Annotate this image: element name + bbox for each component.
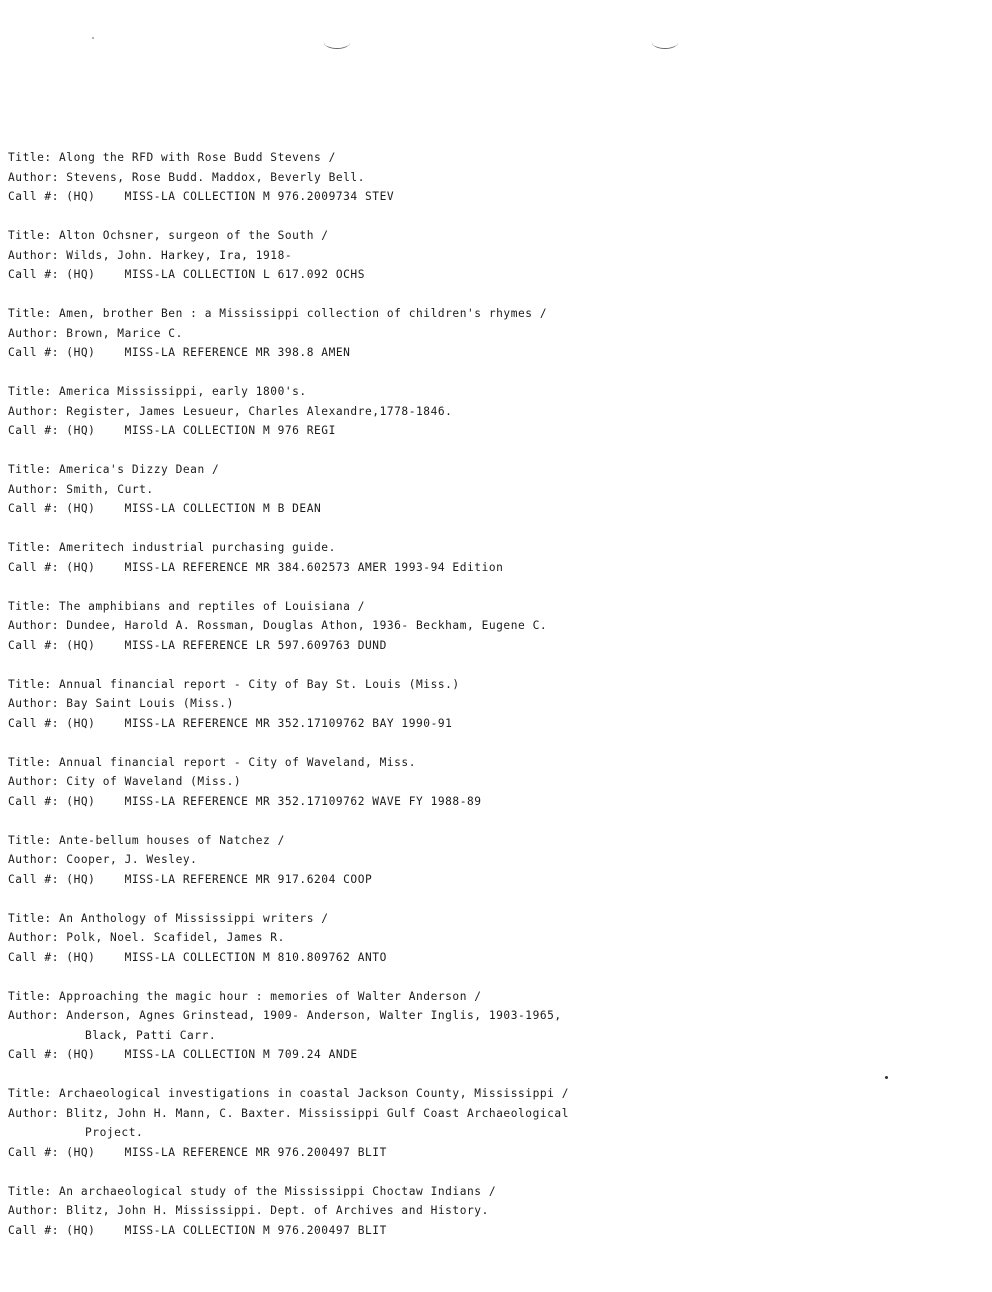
record-author-label: Author: (8, 619, 59, 632)
record-call-number-value: (HQ) MISS-LA REFERENCE MR 917.6204 COOP (66, 872, 373, 886)
record-author (8, 402, 968, 422)
punch-mark-left (324, 36, 350, 49)
record-call-number-value: (HQ) MISS-LA REFERENCE MR 976.200497 BLIT (66, 1145, 387, 1159)
record-call-number (8, 948, 968, 968)
record-call-number-value: (HQ) MISS-LA REFERENCE MR 352.17109762 BAY 1990-91 (66, 716, 453, 730)
record-title (8, 597, 968, 617)
record-author-continued-value: Black, Patti Carr. (85, 1028, 217, 1042)
record-title-label: Title: (8, 1184, 52, 1198)
record-author-value: Anderson, Agnes Grinstead, 1909- Anderson, Walter Inglis, 1903-1965, (66, 1009, 562, 1022)
record-title (8, 909, 968, 929)
record-title-label: Title: (8, 463, 52, 476)
record-title-value: The amphibians and reptiles of Louisiana / (59, 599, 366, 613)
record-title-value: America's Dizzy Dean / (59, 463, 220, 476)
record-call-number-value: (HQ) MISS-LA COLLECTION M B DEAN (66, 502, 322, 515)
record-call-number-value: (HQ) MISS-LA COLLECTION M 976.200497 BLIT (66, 1223, 387, 1237)
record-title (8, 753, 968, 773)
record-call-number-label: Call #: (8, 560, 59, 574)
catalog-record (8, 1084, 968, 1162)
record-author-label: Author: (8, 1106, 59, 1120)
record-author-label: Author: (8, 248, 59, 262)
record-call-number (8, 187, 968, 207)
record-title (8, 1182, 968, 1202)
record-title-value: Along the RFD with Rose Budd Stevens / (59, 151, 336, 164)
record-title-label: Title: (8, 833, 52, 847)
record-title-label: Title: (8, 151, 52, 164)
catalog-record (8, 1182, 968, 1241)
record-author-label: Author: (8, 1009, 59, 1022)
record-author-label: Author: (8, 853, 59, 866)
catalog-record (8, 538, 968, 577)
catalog-record (8, 597, 968, 656)
record-call-number-label: Call #: (8, 716, 59, 730)
record-call-number (8, 1143, 968, 1163)
record-call-number-label: Call #: (8, 950, 59, 964)
record-title (8, 675, 968, 695)
record-call-number-value: (HQ) MISS-LA COLLECTION L 617.092 OCHS (66, 268, 365, 281)
catalog-record (8, 675, 968, 734)
record-call-number-value: (HQ) MISS-LA COLLECTION M 976 REGI (66, 424, 336, 437)
record-call-number (8, 714, 968, 734)
record-title-label: Title: (8, 541, 52, 554)
record-author-value: Blitz, John H. Mississippi. Dept. of Archives and History. (66, 1204, 489, 1217)
record-author (8, 772, 968, 792)
record-title-value: An archaeological study of the Mississippi Choctaw Indians / (59, 1184, 497, 1198)
record-call-number-label: Call #: (8, 794, 59, 808)
record-title (8, 226, 968, 246)
catalog-record (8, 909, 968, 968)
record-title (8, 382, 968, 402)
record-call-number-label: Call #: (8, 502, 59, 515)
catalog-record (8, 226, 968, 285)
record-title-label: Title: (8, 385, 52, 398)
record-author-value: Brown, Marice C. (66, 326, 183, 340)
record-call-number-label: Call #: (8, 872, 59, 886)
record-author (8, 1104, 968, 1124)
record-title-value: Annual financial report - City of Bay St. Louis (Miss.) (59, 677, 460, 691)
record-author (8, 168, 968, 188)
catalog-record (8, 304, 968, 363)
record-title-label: Title: (8, 911, 52, 925)
record-author-label: Author: (8, 697, 59, 710)
catalog-record (8, 753, 968, 812)
record-title (8, 831, 968, 851)
record-title-value: Annual financial report - City of Waveland, Miss. (59, 755, 417, 769)
record-call-number-label: Call #: (8, 1145, 59, 1159)
record-title-value: Archaeological investigations in coastal Jackson County, Mississippi / (59, 1087, 569, 1100)
record-author (8, 324, 968, 344)
record-call-number (8, 421, 968, 441)
record-author (8, 480, 968, 500)
record-title-value: Ameritech industrial purchasing guide. (59, 541, 336, 554)
record-title-label: Title: (8, 307, 52, 320)
catalog-record (8, 987, 968, 1065)
record-author-label: Author: (8, 170, 59, 184)
catalog-record (8, 831, 968, 890)
record-author-value: Smith, Curt. (66, 482, 154, 496)
record-author-label: Author: (8, 482, 59, 496)
record-call-number-value: (HQ) MISS-LA REFERENCE LR 597.609763 DUND (66, 638, 387, 652)
record-title (8, 538, 968, 558)
record-author-continued-value: Project. (85, 1126, 144, 1139)
record-title-value: Approaching the magic hour : memories of Walter Anderson / (59, 989, 482, 1003)
record-call-number (8, 558, 968, 578)
record-author-label: Author: (8, 775, 59, 788)
catalog-record (8, 382, 968, 441)
record-call-number-value: (HQ) MISS-LA COLLECTION M 976.2009734 STEV (66, 190, 395, 203)
catalog-record (8, 460, 968, 519)
catalog-listing (8, 148, 968, 1260)
record-title-value: An Anthology of Mississippi writers / (59, 911, 329, 925)
record-author (8, 246, 968, 266)
record-title-label: Title: (8, 1087, 52, 1100)
record-call-number-value: (HQ) MISS-LA COLLECTION M 709.24 ANDE (66, 1048, 358, 1061)
record-title-value: Amen, brother Ben : a Mississippi collection of children's rhymes / (59, 307, 548, 320)
record-title (8, 304, 968, 324)
record-call-number (8, 499, 968, 519)
record-author-label: Author: (8, 404, 59, 418)
record-title (8, 148, 968, 168)
record-call-number (8, 792, 968, 812)
record-call-number (8, 1221, 968, 1241)
record-author-continued (8, 1026, 968, 1046)
record-author (8, 694, 968, 714)
punch-mark-right (652, 36, 678, 49)
record-call-number-value: (HQ) MISS-LA COLLECTION M 810.809762 ANTO (66, 950, 387, 964)
record-author-label: Author: (8, 326, 59, 340)
record-author-value: City of Waveland (Miss.) (66, 775, 242, 788)
record-author (8, 928, 968, 948)
record-call-number-value: (HQ) MISS-LA REFERENCE MR 398.8 AMEN (66, 346, 351, 359)
record-title (8, 460, 968, 480)
record-call-number (8, 1045, 968, 1065)
record-author (8, 850, 968, 870)
record-author-value: Stevens, Rose Budd. Maddox, Beverly Bell. (66, 170, 365, 184)
record-call-number-label: Call #: (8, 638, 59, 652)
record-title-value: America Mississippi, early 1800's. (59, 385, 307, 398)
record-title-label: Title: (8, 677, 52, 691)
record-call-number-label: Call #: (8, 190, 59, 203)
record-call-number (8, 636, 968, 656)
record-call-number (8, 870, 968, 890)
record-title (8, 987, 968, 1007)
record-author (8, 1201, 968, 1221)
record-title-label: Title: (8, 599, 52, 613)
catalog-record (8, 148, 968, 207)
record-call-number-label: Call #: (8, 346, 59, 359)
record-author-value: Bay Saint Louis (Miss.) (66, 697, 234, 710)
record-author (8, 1006, 968, 1026)
record-author-label: Author: (8, 1204, 59, 1217)
record-author-continued (8, 1123, 968, 1143)
record-author-value: Wilds, John. Harkey, Ira, 1918- (66, 248, 293, 262)
record-title-label: Title: (8, 229, 52, 242)
record-call-number-label: Call #: (8, 1223, 59, 1237)
record-title-value: Alton Ochsner, surgeon of the South / (59, 229, 329, 242)
record-author-value: Dundee, Harold A. Rossman, Douglas Athon, 1936- Beckham, Eugene C. (66, 619, 548, 632)
record-call-number (8, 265, 968, 285)
scan-speck (92, 37, 94, 39)
record-author-value: Blitz, John H. Mann, C. Baxter. Mississippi Gulf Coast Archaeological (66, 1106, 569, 1120)
record-call-number-value: (HQ) MISS-LA REFERENCE MR 352.17109762 WAVE FY 1988-89 (66, 794, 482, 808)
record-title-label: Title: (8, 989, 52, 1003)
record-call-number-value: (HQ) MISS-LA REFERENCE MR 384.602573 AMER 1993-94 Edition (66, 560, 504, 574)
record-author-value: Polk, Noel. Scafidel, James R. (66, 931, 285, 944)
record-author-label: Author: (8, 931, 59, 944)
record-call-number-label: Call #: (8, 268, 59, 281)
record-author (8, 616, 968, 636)
record-title-value: Ante-bellum houses of Natchez / (59, 833, 285, 847)
record-author-value: Cooper, J. Wesley. (66, 853, 198, 866)
record-call-number-label: Call #: (8, 1048, 59, 1061)
record-title (8, 1084, 968, 1104)
record-title-label: Title: (8, 755, 52, 769)
record-call-number-label: Call #: (8, 424, 59, 437)
record-call-number (8, 343, 968, 363)
record-author-value: Register, James Lesueur, Charles Alexandre,1778-1846. (66, 404, 453, 418)
